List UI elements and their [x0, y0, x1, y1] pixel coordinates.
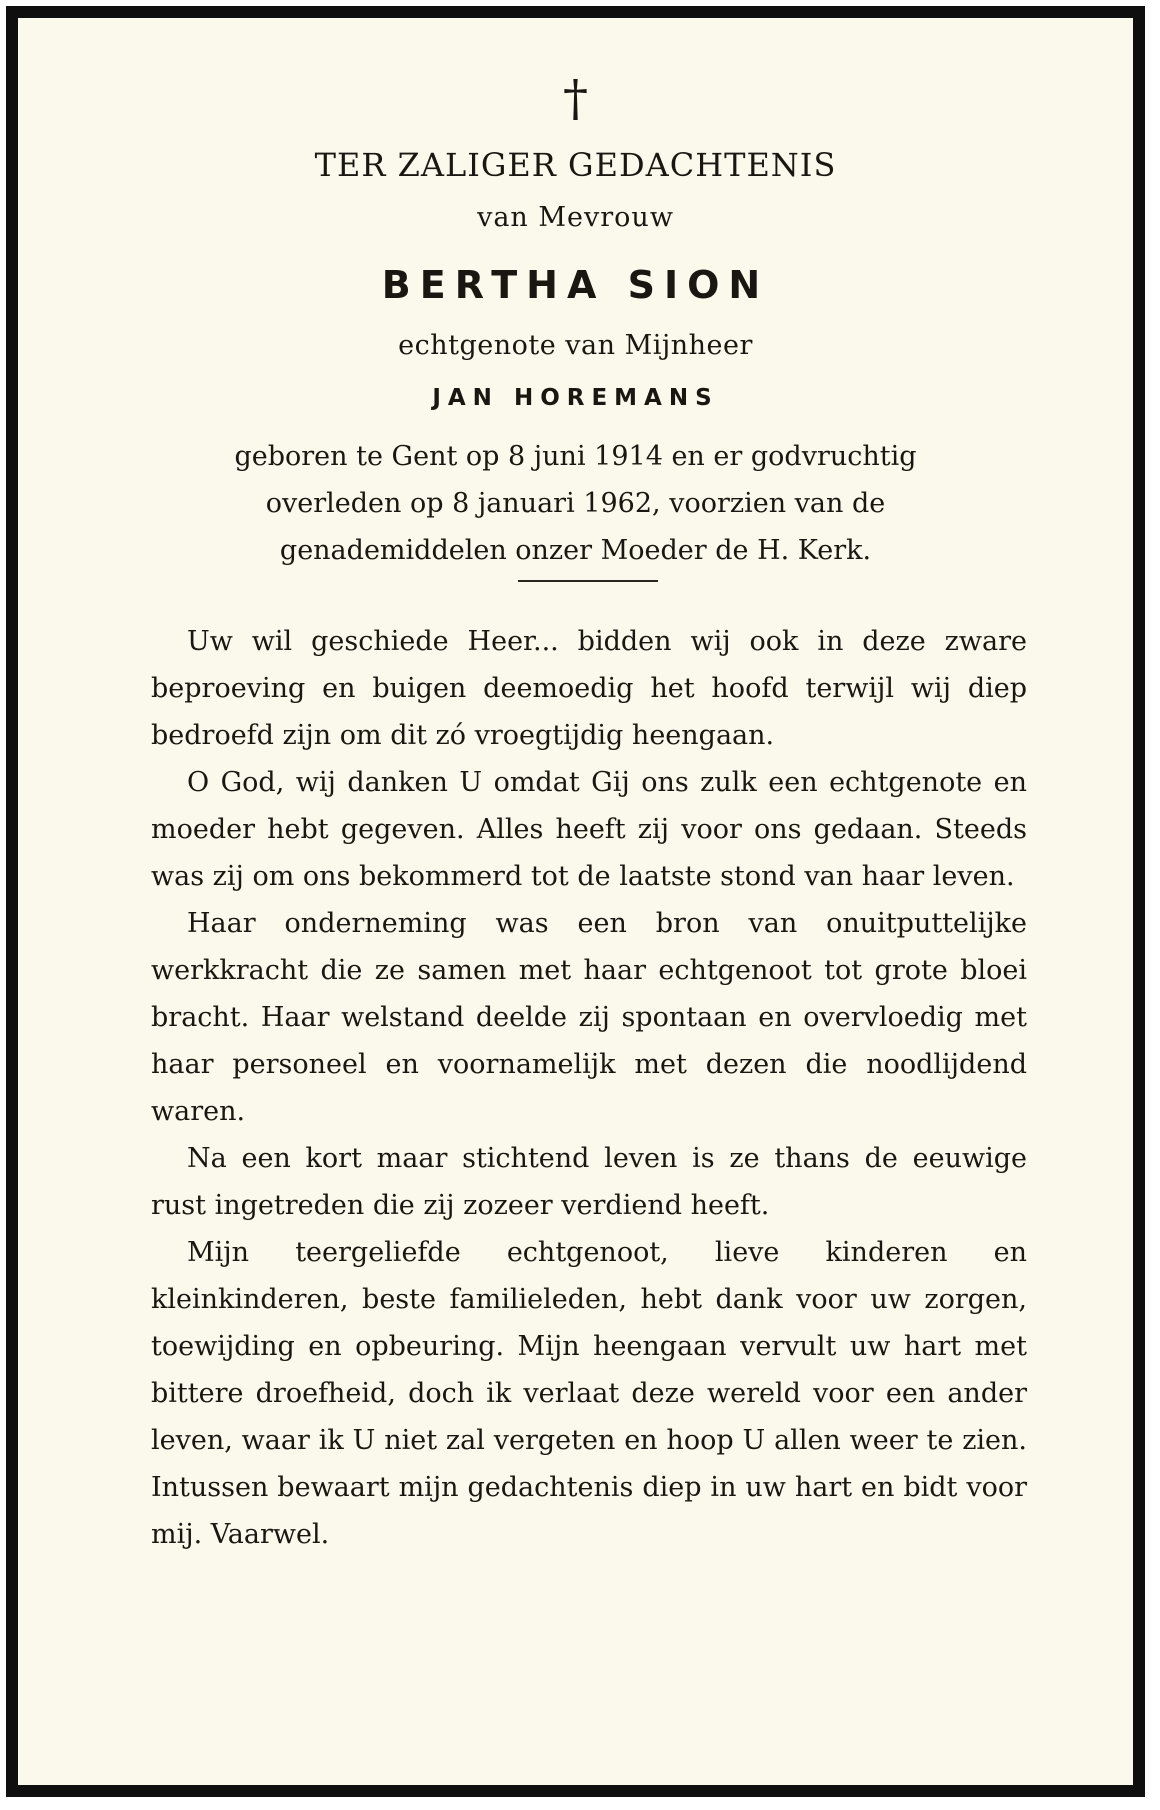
- life-line: geboren te Gent op 8 juni 1914 en er godvruchtig: [234, 441, 917, 472]
- deceased-name: BERTHA SION: [381, 263, 770, 307]
- paragraph: O God, wij danken U omdat Gij ons zulk een echtgenote en moeder hebt gegeven. Alles heeft zij voor ons gedaan. Steeds was zij om ons bekommerd tot de laatste stond van haar leven.: [151, 767, 1027, 892]
- life-line: overleden op 8 januari 1962, voorzien van de: [265, 488, 886, 519]
- paragraph: Na een kort maar stichtend leven is ze thans de eeuwige rust ingetreden die zij zozeer verdiend heeft.: [151, 1143, 1027, 1221]
- life-details: [18, 433, 1133, 574]
- heading: TER ZALIGER GEDACHTENIS: [314, 146, 837, 184]
- divider: [518, 580, 658, 582]
- cross-icon: †: [563, 69, 588, 127]
- spouse-name: JAN HOREMANS: [432, 385, 719, 411]
- life-line: genademiddelen onzer Moeder de H. Kerk.: [279, 535, 872, 566]
- paragraph: Uw wil geschiede Heer... bidden wij ook in deze zware beproeving en buigen deemoedig het hoofd terwijl wij diep bedroefd zijn om dit zó vroegtijdig heengaan.: [151, 626, 1027, 751]
- spouse-intro: echtgenote van Mijnheer: [398, 330, 753, 361]
- memorial-card: [6, 6, 1145, 1797]
- prayer-text: [151, 618, 1027, 1558]
- honorific: van Mevrouw: [477, 202, 674, 233]
- paragraph: Mijn teergeliefde echtgenoot, lieve kinderen en kleinkinderen, beste familieleden, hebt dank voor uw zorgen, toewijding en opbeuring. Mijn heengaan vervult uw hart met bittere droefheid, doch ik verlaat deze wereld voor een ander leven, waar ik U niet zal vergeten en hoop U allen weer te zien. Intussen bewaart mijn gedachtenis diep in uw hart en bidt voor mij. Vaarwel.: [151, 1237, 1027, 1550]
- paragraph: Haar onderneming was een bron van onuitputtelijke werkkracht die ze samen met haar echtgenoot tot grote bloei bracht. Haar welstand deelde zij spontaan en overvloedig met haar personeel en voornamelijk met dezen die noodlijdend waren.: [151, 908, 1027, 1127]
